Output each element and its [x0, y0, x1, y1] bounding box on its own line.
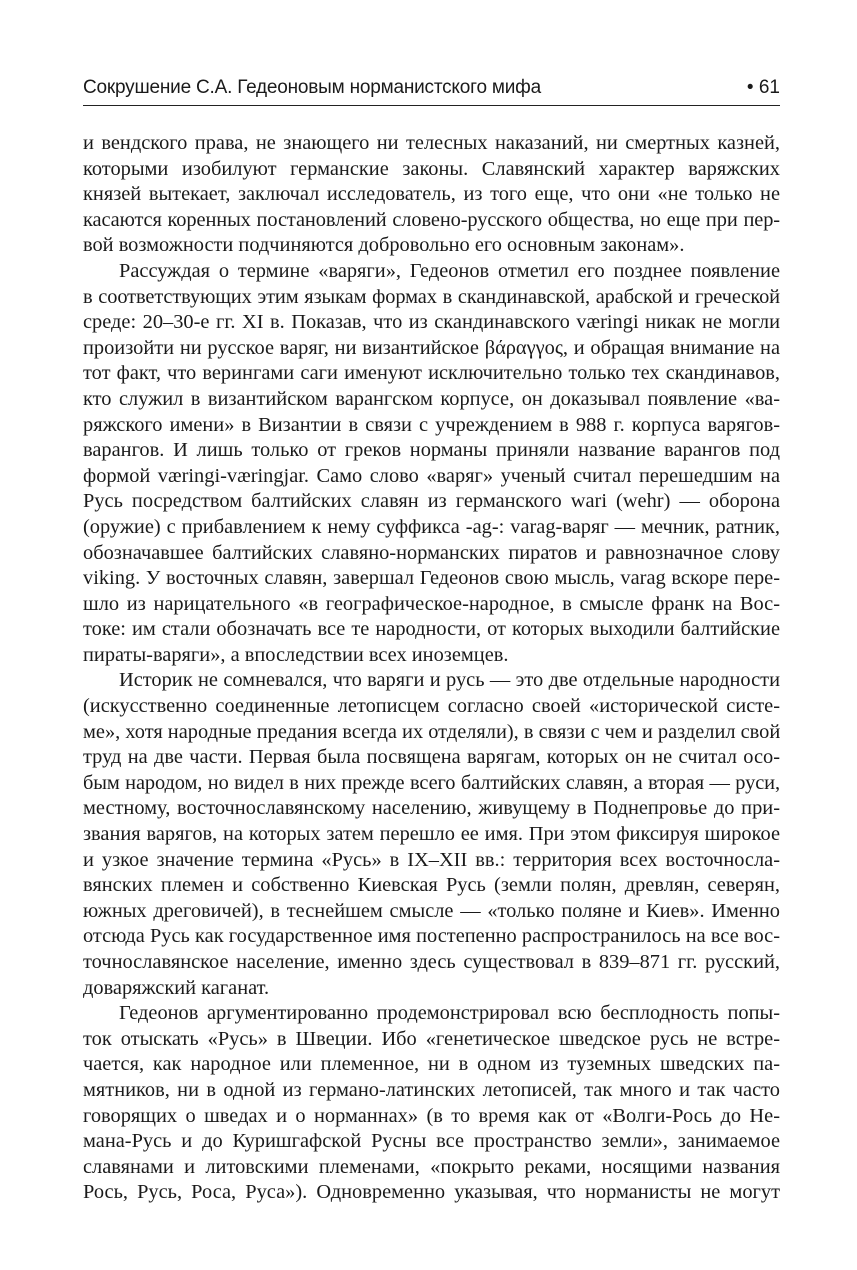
- text-line: формой væringi-væringjar. Само слово «варяг» ученый считал перешедшим на: [83, 464, 780, 487]
- text-line: (искусственно соединенные летописцем согласно своей «исторической систе-: [83, 695, 780, 718]
- text-line: произойти ни русское варяг, ни византийское βάραγγος, и обращая внимание на: [83, 336, 780, 359]
- text-line: Рось, Русь, Роса, Руса»). Одновременно указывая, что норманисты не могут: [83, 1181, 780, 1204]
- text-line: труд на две части. Первая была посвящена варягам, которых он не считал осо-: [83, 746, 780, 769]
- text-line: ме», хотя народные предания всегда их отделяли), в связи с чем и разделил свой: [83, 720, 781, 743]
- text-line: князей вытекает, заключал исследователь, из того еще, что они «не только не: [83, 183, 780, 206]
- running-head: [83, 71, 780, 106]
- text-line: Гедеонов аргументированно продемонстрировал всю бесплодность попы-: [119, 1002, 780, 1025]
- body-text: [83, 131, 780, 1206]
- text-line: вой возможности подчиняются добровольно его основным законам».: [83, 234, 685, 257]
- text-line: Историк не сомневался, что варяги и русь — это две отдельные народности: [119, 669, 780, 692]
- text-line: шло из нарицательного «в географическое-народное, в смысле франк на Вос-: [83, 592, 780, 615]
- text-line: чается, как народное или племенное, ни в одном из туземных шведских па-: [83, 1053, 780, 1076]
- text-line: говорящих о шведах и о норманнах» (в то время как от «Волги-Рось до Не-: [83, 1104, 780, 1127]
- text-line: и узкое значение термина «Русь» в IX–XII вв.: территория всех восточносла-: [83, 848, 780, 871]
- text-line: варангов. И лишь только от греков норманы приняли название варангов под: [83, 439, 780, 462]
- text-line: доваряжский каганат.: [83, 976, 270, 999]
- text-line: южных дреговичей), в теснейшем смысле — «только поляне и Киев». Именно: [83, 899, 780, 922]
- text-line: бым народом, но видел в них прежде всего балтийских славян, а вторая — руси,: [83, 771, 780, 794]
- text-line: местному, восточнославянскому населению, живущему в Поднепровье до при-: [83, 797, 780, 820]
- text-line: обозначавшее балтийских славяно-норманских пиратов и равнозначное слову: [83, 541, 780, 564]
- text-line: viking. У восточных славян, завершал Гедеонов свою мысль, varag вскоре пере-: [83, 567, 780, 590]
- text-line: и вендского права, не знающего ни телесных наказаний, ни смертных казней,: [83, 132, 780, 154]
- text-line: токе: им стали обозначать все те народности, от которых выходили балтийские: [83, 618, 780, 641]
- text-line: мятников, ни в одной из германо-латинских летописей, так много и так часто: [83, 1078, 780, 1101]
- text-line: тот факт, что верингами саги именуют исключительно только тех скандинавов,: [83, 362, 780, 385]
- text-line: (оружие) с прибавлением к нему суффикса -ag-: varag-варяг — мечник, ратник,: [83, 515, 780, 538]
- text-line: среде: 20–30-е гг. XI в. Показав, что из скандинавского væringi никак не могли: [83, 311, 780, 334]
- text-line: ток отыскать «Русь» в Швеции. Ибо «генетическое шведское русь не встре-: [83, 1027, 780, 1050]
- text-line: пираты-варяги», а впоследствии всех иноземцев.: [83, 643, 509, 666]
- text-line: ряжского имени» в Византии в связи с учреждением в 988 г. корпуса варягов-: [83, 413, 780, 436]
- text-line: которыми изобилуют германские законы. Славянский характер варяжских: [83, 157, 780, 180]
- text-line: славянами и литовскими племенами, «покрыто реками, носящими названия: [83, 1155, 780, 1178]
- text-line: точнославянское население, именно здесь существовал в 839–871 гг. русский,: [83, 951, 780, 973]
- text-line: вянских племен и собственно Киевская Русь (земли полян, древлян, северян,: [83, 874, 780, 897]
- text-line: звания варягов, на которых затем перешло ее имя. При этом фиксируя широкое: [83, 823, 780, 846]
- text-line: отсюда Русь как государственное имя постепенно распространилось на все вос-: [83, 925, 780, 948]
- text-line: Русь посредством балтийских славян из германского wari (wehr) — оборона: [83, 490, 780, 513]
- page-number: • 61: [746, 77, 780, 98]
- text-line: мана-Русь и до Куришгафской Русны все пространство земли», занимаемое: [83, 1130, 780, 1153]
- text-line: Рассуждая о термине «варяги», Гедеонов отметил его позднее появление: [119, 259, 780, 282]
- text-line: кто служил в византийском варангском корпусе, он доказывал появление «ва-: [83, 387, 780, 410]
- running-title: Сокрушение С.А. Гедеоновым норманистского мифа: [83, 77, 541, 98]
- text-line: касаются коренных постановлений словено-русского общества, но еще при пер-: [83, 208, 780, 231]
- text-line: в соответствующих этим языкам формах в скандинавской, арабской и греческой: [83, 285, 780, 308]
